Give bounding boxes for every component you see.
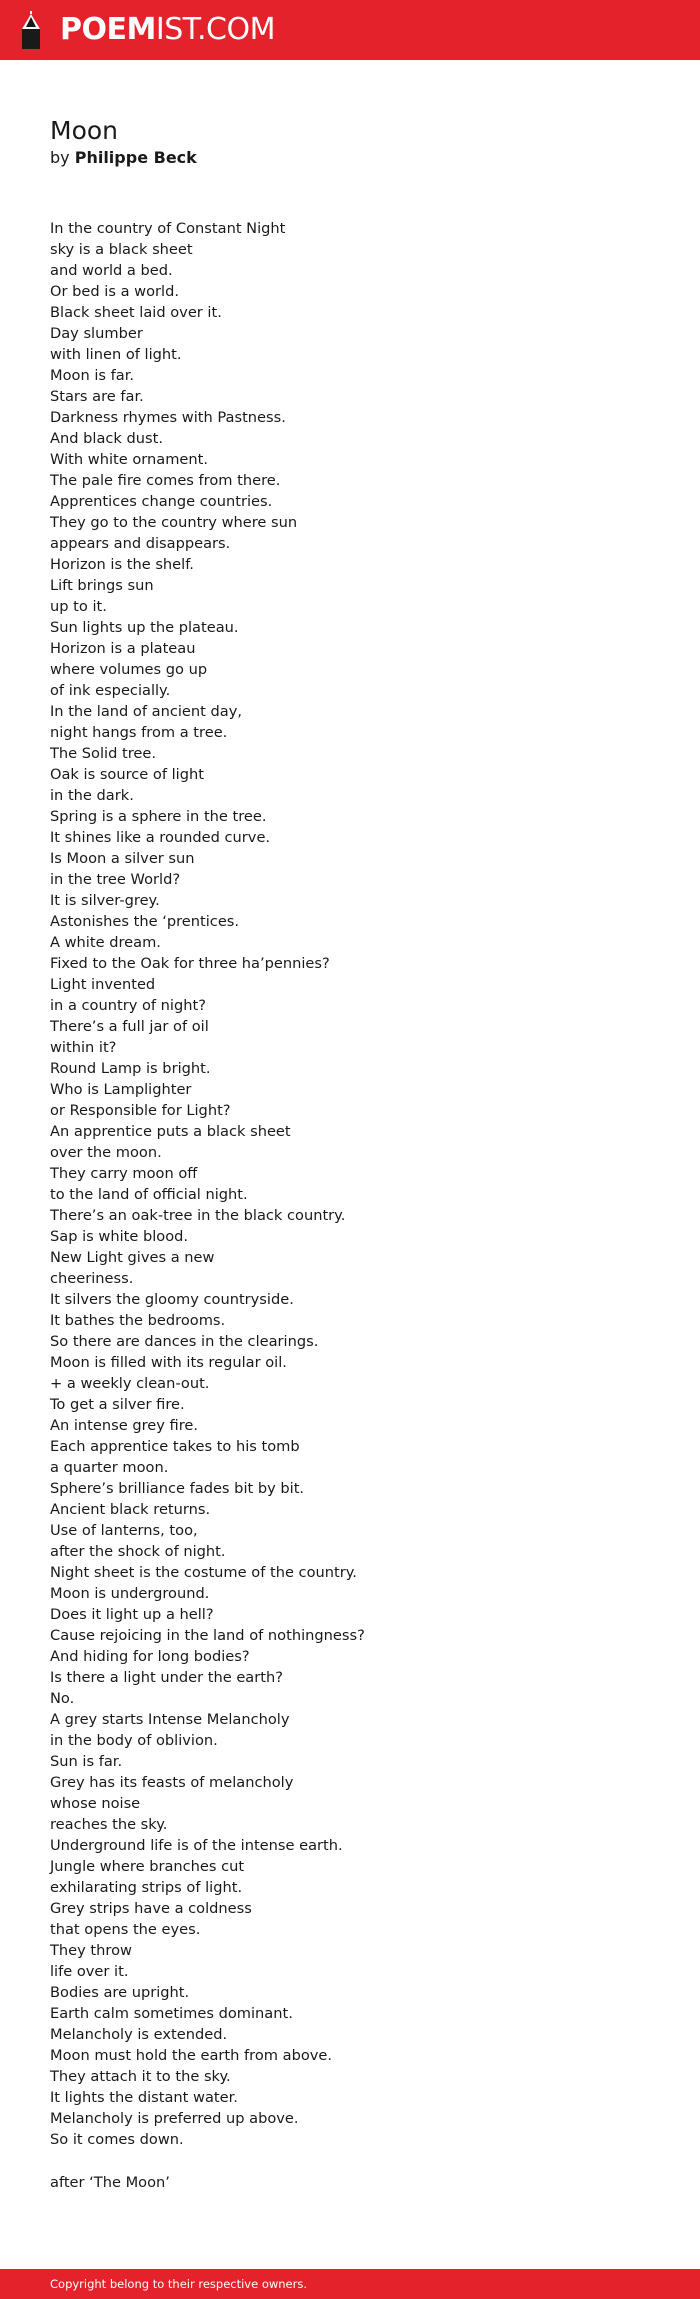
poem-line: In the country of Constant Night xyxy=(50,220,286,237)
poem-line: over the moon. xyxy=(50,1144,162,1161)
author-link[interactable]: Philippe Beck xyxy=(74,148,197,167)
poem-line: They throw xyxy=(50,1942,132,1959)
poem-line: Or bed is a world. xyxy=(50,283,179,300)
poem-line: Cause rejoicing in the land of nothingness? xyxy=(50,1627,365,1644)
poem-line: An intense grey fire. xyxy=(50,1417,199,1434)
poem-line: There’s a full jar of oil xyxy=(50,1018,209,1035)
poem-line: Is there a light under the earth? xyxy=(50,1669,283,1686)
poem-line: Sphere’s brilliance fades bit by bit. xyxy=(50,1480,305,1497)
poem-line: It is silver-grey. xyxy=(50,892,160,909)
poem-line: Moon is filled with its regular oil. xyxy=(50,1354,287,1371)
poem-line: exhilarating strips of light. xyxy=(50,1879,243,1896)
poem-line: Bodies are upright. xyxy=(50,1984,190,2001)
poem-line: Melancholy is extended. xyxy=(50,2026,228,2043)
poem-line: Light invented xyxy=(50,976,156,993)
poem-line: Moon must hold the earth from above. xyxy=(50,2047,333,2064)
poem-line: With white ornament. xyxy=(50,451,209,468)
poem-line: Moon is underground. xyxy=(50,1585,210,1602)
poem-line: So it comes down. xyxy=(50,2131,184,2148)
poem-line: It shines like a rounded curve. xyxy=(50,829,271,846)
poem-line: Ancient black returns. xyxy=(50,1501,211,1518)
poem-line: Horizon is a plateau xyxy=(50,640,196,657)
poem-line: in the tree World? xyxy=(50,871,181,888)
poem-line: Underground life is of the intense earth. xyxy=(50,1837,343,1854)
poem-line: An apprentice puts a black sheet xyxy=(50,1123,291,1140)
poem-line: Grey strips have a coldness xyxy=(50,1900,252,1917)
poem-line: reaches the sky. xyxy=(50,1816,168,1833)
poem-line: in the body of oblivion. xyxy=(50,1732,218,1749)
byline xyxy=(50,147,197,169)
poem-line: and world a bed. xyxy=(50,262,173,279)
poem-line: Who is Lamplighter xyxy=(50,1081,192,1098)
by-label: by xyxy=(50,148,70,167)
poem-line: Is Moon a silver sun xyxy=(50,850,195,867)
copyright-text: Copyright belong to their respective owners. xyxy=(50,2277,308,2291)
poem-line: in the dark. xyxy=(50,787,134,804)
poem-line: Stars are far. xyxy=(50,388,144,405)
poem-line: Day slumber xyxy=(50,325,143,342)
poem-line: They attach it to the sky. xyxy=(50,2068,231,2085)
poem-line: The pale fire comes from there. xyxy=(50,472,281,489)
poem-line: Spring is a sphere in the tree. xyxy=(50,808,267,825)
poem-line: + a weekly clean-out. xyxy=(50,1375,210,1392)
poem-line: And black dust. xyxy=(50,430,163,447)
poem-line: of ink especially. xyxy=(50,682,171,699)
poem-line: Round Lamp is bright. xyxy=(50,1060,211,1077)
poem-line: in a country of night? xyxy=(50,997,206,1014)
poem-line: whose noise xyxy=(50,1795,141,1812)
poem-line: Night sheet is the costume of the country. xyxy=(50,1564,357,1581)
poem-line: They go to the country where sun xyxy=(50,514,298,531)
poem-line: Earth calm sometimes dominant. xyxy=(50,2005,293,2022)
poem-line: A grey starts Intense Melancholy xyxy=(50,1711,290,1728)
poem-line: There’s an oak-tree in the black country. xyxy=(50,1207,346,1224)
poem-line: Grey has its feasts of melancholy xyxy=(50,1774,294,1791)
poem-line: They carry moon off xyxy=(50,1165,198,1182)
poem-line: to the land of official night. xyxy=(50,1186,248,1203)
logo-light-text: IST.COM xyxy=(155,12,275,47)
poem-line: a quarter moon. xyxy=(50,1459,169,1476)
poem-line: Sun lights up the plateau. xyxy=(50,619,239,636)
poem-line: Fixed to the Oak for three ha’pennies? xyxy=(50,955,330,972)
pen-nib-logo-icon[interactable] xyxy=(18,11,44,53)
poem-line: within it? xyxy=(50,1039,117,1056)
poem-line: Does it light up a hell? xyxy=(50,1606,214,1623)
poem-line: Horizon is the shelf. xyxy=(50,556,194,573)
poem-line: It lights the distant water. xyxy=(50,2089,238,2106)
poem-line: New Light gives a new xyxy=(50,1249,215,1266)
poem-line: Apprentices change countries. xyxy=(50,493,273,510)
poem-line: or Responsible for Light? xyxy=(50,1102,231,1119)
poem-attribution: after ‘The Moon’ xyxy=(50,2174,170,2191)
poem-line: Sun is far. xyxy=(50,1753,123,1770)
poem-line: Melancholy is preferred up above. xyxy=(50,2110,299,2127)
poem-line: The Solid tree. xyxy=(50,745,156,762)
poem-line: night hangs from a tree. xyxy=(50,724,228,741)
poem-line: No. xyxy=(50,1690,75,1707)
poem-line: It silvers the gloomy countryside. xyxy=(50,1291,294,1308)
site-header xyxy=(0,0,700,60)
poem-line: To get a silver fire. xyxy=(50,1396,185,1413)
poem-line: cheeriness. xyxy=(50,1270,134,1287)
poem-line: Oak is source of light xyxy=(50,766,204,783)
poem-line: Astonishes the ‘prentices. xyxy=(50,913,240,930)
poem-line: where volumes go up xyxy=(50,661,208,678)
poem-line: life over it. xyxy=(50,1963,129,1980)
poem-line: up to it. xyxy=(50,598,107,615)
poem-body xyxy=(50,218,650,2150)
poem-line: A white dream. xyxy=(50,934,161,951)
poem-line: Use of lanterns, too, xyxy=(50,1522,198,1539)
poem-line: It bathes the bedrooms. xyxy=(50,1312,226,1329)
poem-line: Each apprentice takes to his tomb xyxy=(50,1438,300,1455)
poem-line: Moon is far. xyxy=(50,367,135,384)
poem-line: Sap is white blood. xyxy=(50,1228,189,1245)
poem-line: Darkness rhymes with Pastness. xyxy=(50,409,286,426)
logo-bold-text: POEM xyxy=(60,12,156,47)
poem-line: Jungle where branches cut xyxy=(50,1858,245,1875)
poem-line: with linen of light. xyxy=(50,346,182,363)
poem-line: after the shock of night. xyxy=(50,1543,226,1560)
poem-line: sky is a black sheet xyxy=(50,241,193,258)
poem-line: Black sheet laid over it. xyxy=(50,304,222,321)
site-logo-link[interactable] xyxy=(60,11,275,49)
poem-line: And hiding for long bodies? xyxy=(50,1648,250,1665)
poem-line: Lift brings sun xyxy=(50,577,154,594)
poem-line: So there are dances in the clearings. xyxy=(50,1333,319,1350)
poem-line: that opens the eyes. xyxy=(50,1921,201,1938)
poem-title: Moon xyxy=(50,116,119,145)
site-footer xyxy=(0,2269,700,2299)
poem-line: appears and disappears. xyxy=(50,535,231,552)
poem-line: In the land of ancient day, xyxy=(50,703,242,720)
